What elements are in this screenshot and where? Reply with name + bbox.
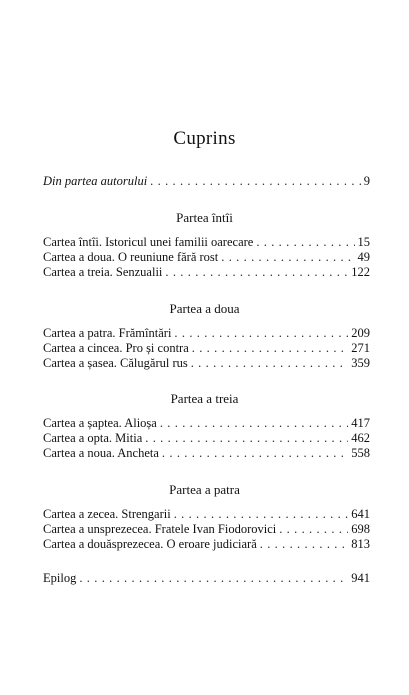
dot-leader xyxy=(162,446,348,461)
toc-entry xyxy=(43,431,370,446)
toc-entry-page: 209 xyxy=(351,326,370,340)
toc-entry xyxy=(43,235,370,250)
dot-leader xyxy=(174,326,348,341)
toc-entry xyxy=(43,537,370,552)
toc-entry-page: 9 xyxy=(363,174,370,188)
toc-entry-page: 49 xyxy=(357,250,370,264)
toc-entry-label: Cartea a douăsprezecea. O eroare judiciară xyxy=(43,537,257,551)
dot-leader xyxy=(279,522,348,537)
dot-leader xyxy=(191,356,349,371)
toc-entry-page: 813 xyxy=(351,537,370,551)
toc-entry-page: 641 xyxy=(351,507,370,521)
dot-leader xyxy=(145,431,348,446)
toc-entry-label: Cartea a cincea. Pro și contra xyxy=(43,341,189,355)
toc-entry-page: 462 xyxy=(351,431,370,445)
toc-entry-label: Cartea întîi. Istoricul unei familii oarecare xyxy=(43,235,254,249)
toc-entry-label: Cartea a zecea. Strengarii xyxy=(43,507,171,521)
page-title: Cuprins xyxy=(173,128,236,149)
toc-entry xyxy=(43,341,370,356)
toc-entry-label: Cartea a opta. Mitia xyxy=(43,431,143,445)
toc-entry xyxy=(43,326,370,341)
toc-entry-label: Cartea a unsprezecea. Fratele Ivan Fiodorovici xyxy=(43,522,277,536)
toc-entry-preface xyxy=(43,174,370,189)
dot-leader xyxy=(174,507,349,522)
part-heading-2: Partea a doua xyxy=(169,301,240,316)
toc-entry-epilogue xyxy=(43,571,370,586)
toc-entry-page: 941 xyxy=(351,571,370,585)
toc-entry-label: Cartea a doua. O reuniune fără rost xyxy=(43,250,219,264)
dot-leader xyxy=(79,571,348,586)
part-heading-4: Partea a patra xyxy=(169,482,240,497)
toc-entry xyxy=(43,446,370,461)
toc-entry-page: 558 xyxy=(351,446,370,460)
toc-entry xyxy=(43,250,370,265)
part-heading-1: Partea întîi xyxy=(176,210,233,225)
toc-entry-label: Cartea a șasea. Călugărul rus xyxy=(43,356,188,370)
toc-entry-label: Cartea a noua. Ancheta xyxy=(43,446,159,460)
toc-entry xyxy=(43,416,370,431)
toc-entry-label: Cartea a treia. Senzualii xyxy=(43,265,163,279)
toc-entry xyxy=(43,522,370,537)
toc-entry-page: 15 xyxy=(357,235,370,249)
dot-leader xyxy=(160,416,348,431)
toc-entry-page: 122 xyxy=(351,265,370,279)
toc-entry-page: 359 xyxy=(351,356,370,370)
dot-leader xyxy=(260,537,348,552)
dot-leader xyxy=(256,235,354,250)
toc-entry-label: Cartea a șaptea. Alioșa xyxy=(43,416,157,430)
toc-entry xyxy=(43,507,370,522)
dot-leader xyxy=(150,174,361,189)
toc-entry-label: Epilog xyxy=(43,571,77,585)
toc-entry-page: 271 xyxy=(351,341,370,355)
dot-leader xyxy=(192,341,348,356)
dot-leader xyxy=(165,265,348,280)
part-heading-3: Partea a treia xyxy=(170,391,239,406)
toc-entry-label: Cartea a patra. Frămîntări xyxy=(43,326,172,340)
toc-entry xyxy=(43,265,370,280)
toc-entry xyxy=(43,356,370,371)
toc-entry-page: 698 xyxy=(351,522,370,536)
toc-entry-label: Din partea autorului xyxy=(43,174,148,188)
toc-entry-page: 417 xyxy=(351,416,370,430)
dot-leader xyxy=(221,250,354,265)
